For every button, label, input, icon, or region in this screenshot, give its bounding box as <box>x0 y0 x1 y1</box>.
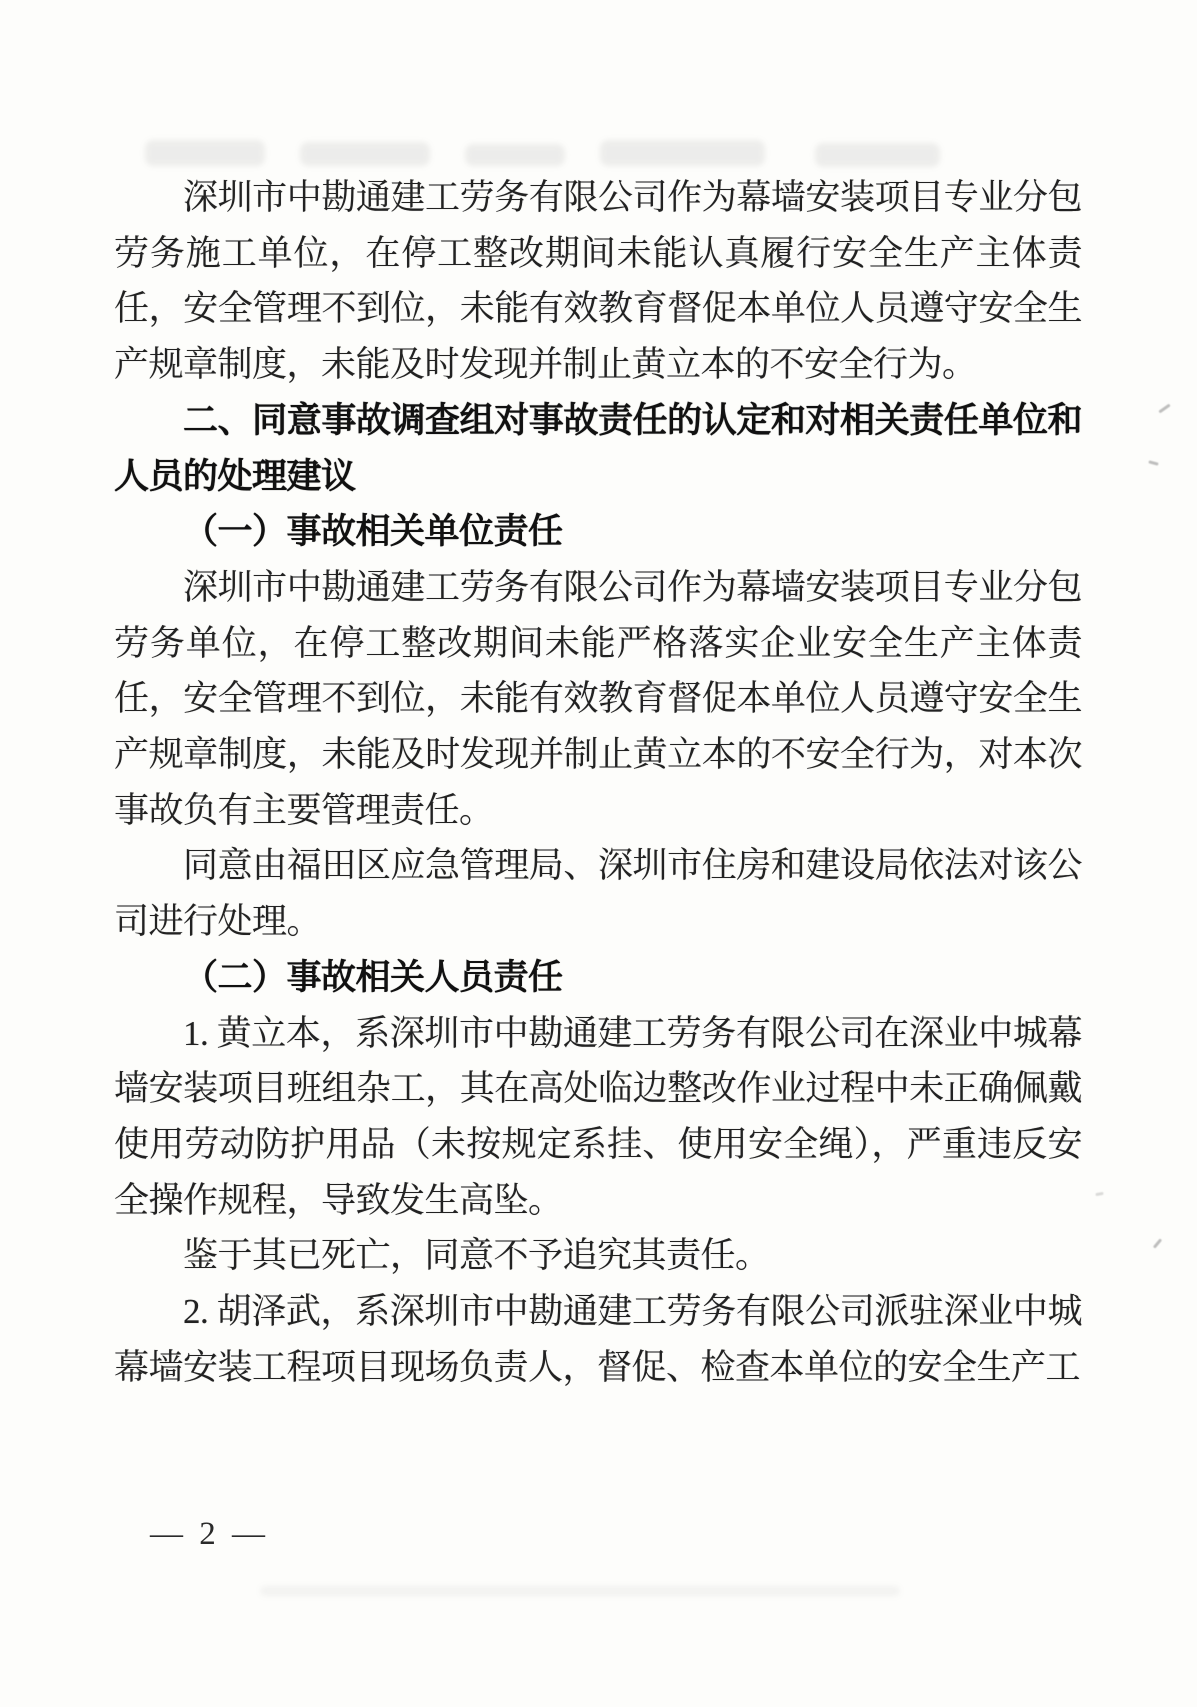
document-body <box>114 170 1082 1395</box>
scan-artifact <box>300 142 430 166</box>
page-number: — 2 — <box>150 1516 269 1552</box>
paragraph-unit-handling-decision: 同意由福田区应急管理局、深圳市住房和建设局依法对该公司进行处理。 <box>114 846 1082 942</box>
scan-artifact <box>815 143 940 167</box>
paragraph-labor-company-responsibility-intro: 深圳市中勘通建工劳务有限公司作为幕墙安装项目专业分包劳务施工单位，在停工整改期间未能认真履行安全生产主体责任，安全管理不到位，未能有效教育督促本单位人员遵守安全生产规章制度，未能及时发现并制止黄立本的不安全行为。 <box>114 178 1082 385</box>
scan-artifact <box>260 1586 900 1596</box>
paragraph-unit-responsibility-detail: 深圳市中勘通建工劳务有限公司作为幕墙安装项目专业分包劳务单位，在停工整改期间未能严格落实企业安全生产主体责任，安全管理不到位，未能有效教育督促本单位人员遵守安全生产规章制度，未能及时发现并制止黄立本的不安全行为，对本次事故负有主要管理责任。 <box>114 567 1082 830</box>
scan-artifact <box>1158 404 1170 414</box>
paragraph-person-1-huang-liben: 1. 黄立本，系深圳市中勘通建工劳务有限公司在深业中城幕墙安装项目班组杂工，其在高处临边整改作业过程中未正确佩戴使用劳动防护用品（未按规定系挂、使用安全绳），严重违反安全操作规程，导致发生高坠。 <box>114 1013 1082 1220</box>
scan-artifact <box>1095 1192 1103 1196</box>
paragraph-person-2-hu-zewu: 2. 胡泽武，系深圳市中勘通建工劳务有限公司派驻深业中城幕墙安装工程项目现场负责人，督促、检查本单位的安全生产工 <box>114 1292 1082 1387</box>
heading-subsection-unit-responsibility: （一）事故相关单位责任 <box>183 512 563 552</box>
scan-artifact <box>465 144 565 166</box>
scan-artifact <box>1148 460 1158 465</box>
scan-artifact <box>1153 1238 1162 1248</box>
scan-artifact <box>145 140 265 166</box>
scan-artifact <box>600 140 765 166</box>
heading-subsection-personnel-responsibility: （二）事故相关人员责任 <box>183 957 563 997</box>
heading-section-two: 二、同意事故调查组对事故责任的认定和对相关责任单位和人员的处理建议 <box>114 400 1082 496</box>
paragraph-person-1-decision: 鉴于其已死亡，同意不予追究其责任。 <box>183 1236 770 1276</box>
